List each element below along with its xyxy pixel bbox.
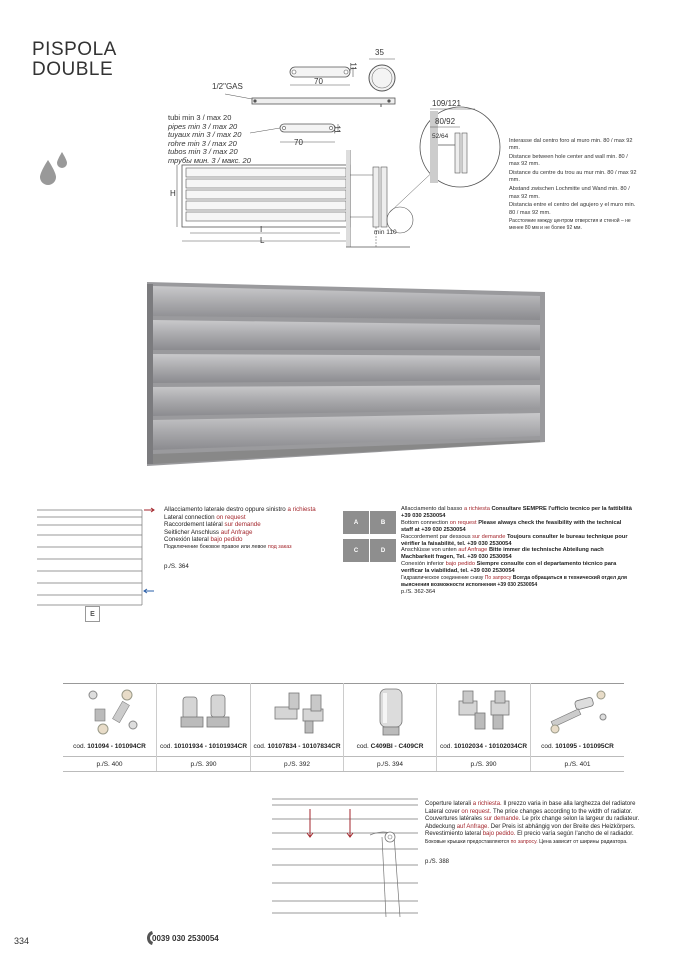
pipes-list: tubi min 3 / max 20 pipes min 3 / max 20 tuyaux min 3 / max 20 rohre min 3 / max 20 tubos min 3 / max 20 трубы мин. 3 / макс. 20 [168, 113, 251, 165]
thermostatic-valve-icon [453, 687, 517, 737]
water-drops-icon [38, 150, 70, 186]
label-e: E [85, 606, 100, 622]
thermostatic-head-icon [374, 687, 408, 739]
label-d: D [370, 539, 396, 562]
valve-item-6: cod. 101095 - 101095CR p./S. 401 [531, 683, 624, 771]
dim-109: 109/121 [432, 99, 461, 108]
lateral-connection-text: Allacciamento laterale destro oppure sinistro a richiesta Lateral connection on request Raccordement latéral sur demande Seitlicher Anschluss auf Anfrage Conexión lateral bajo pedido Подключение боковое правое или левое под заказ p./S. 364 [164, 506, 316, 570]
dim-i: I [260, 225, 263, 234]
straight-valve-icon [81, 687, 141, 737]
valve-item-3: cod. 10107834 - 10107834CR p./S. 392 [251, 683, 343, 771]
dim-h: H [170, 189, 176, 198]
spec-text: Interasse dal centro foro al muro min. 80 / max 92 mm. Distance between hole center and wall min. 80 / max 92 mm. Distance du centre du trou au mur min. 80 / max 92 mm. Abstand zwischen Lochmitte und Wand min. 80 / max 92 mm. Distancia entre el centro del agujero y el muro min. 80 / max 92 mm. Расстояние между центром отверстия и стеной – не менее 80 мм и не более 92 мм. [509, 138, 637, 231]
product-title: PISPOLA DOUBLE [32, 39, 117, 80]
dim-min110: min 110 [374, 229, 397, 236]
page-number: 334 [14, 936, 30, 946]
bottom-connection-text: Allacciamento dal basso a richiesta Consultare SEMPRE l'ufficio tecnico per la fattibilità +39 030 2530054 Bottom connection on request Please always check the feasibility with the technical staff at +39 030 2530054 Raccordement par dessous sur demande Toujours consulter le bureau technique pour vérifier la faisabilité, tel. +39 030 2530054 Anschlüsse von unten auf Anfrage Bitte immer die technische Abteilung nach Machbarkeit fragen, Tel. +39 030 2530054 Conexión inferior bajo pedido Siempre consulte con el departamento técnico para verificar la viabilidad, tel. +39 030 2530054 Гидравлическое соединение снизу По запросу Всегда обращаться в технический отдел для выяснения возможности исполнения +39 030 2530054 p./S. 362-364 [401, 506, 632, 595]
dim-l: L [260, 236, 265, 245]
valve-item-5: cod. 10102034 - 10102034CR p./S. 390 [437, 683, 530, 771]
side-cover-text: Coperture laterali a richiesta. Il prezzo varia in base alla larghezza del radiatore Lateral cover on request. The price changes according to the width of radiator. Couvertures latérales sur demande. Le prix change selon la largeur du radiateur. Abdeckung auf Anfrage. Der Preis ist abhängig von der Breite des Heizkörpers. Revestimiento lateral bajo pedido. El precio varía según l'ancho de el radiador. Боковые крышки предоставляются по запросу. Цена зависит от ширины радиатора. p./S. 388 [425, 801, 640, 865]
dim-11-bottom: 11 [332, 125, 342, 134]
dim-35: 35 [375, 48, 384, 57]
radiator-image [145, 270, 550, 470]
valve-item-1: cod. 101094 - 101094CR p./S. 400 [63, 683, 156, 771]
valve-item-2: cod. 10101934 - 10101934CR p./S. 390 [157, 683, 250, 771]
label-b: B [370, 511, 396, 534]
side-cover-drawing [270, 797, 420, 919]
valve-item-4: cod. C409BI - C409CR p./S. 394 [344, 683, 436, 771]
dim-52: 52/64 [432, 133, 449, 140]
dim-70-bottom: 70 [294, 138, 303, 147]
label-c: C [343, 539, 369, 562]
connection-kit-icon [545, 687, 611, 737]
dim-11-top: 11 [348, 62, 358, 71]
dim-70-top: 70 [314, 77, 323, 86]
corner-valve-icon [267, 687, 329, 737]
phone-number: 0039 030 2530054 [152, 934, 219, 943]
dim-gas: 1/2"GAS [212, 82, 243, 91]
angle-valve-icon [175, 687, 235, 737]
label-a: A [343, 511, 369, 534]
dim-80: 80/92 [435, 117, 456, 126]
